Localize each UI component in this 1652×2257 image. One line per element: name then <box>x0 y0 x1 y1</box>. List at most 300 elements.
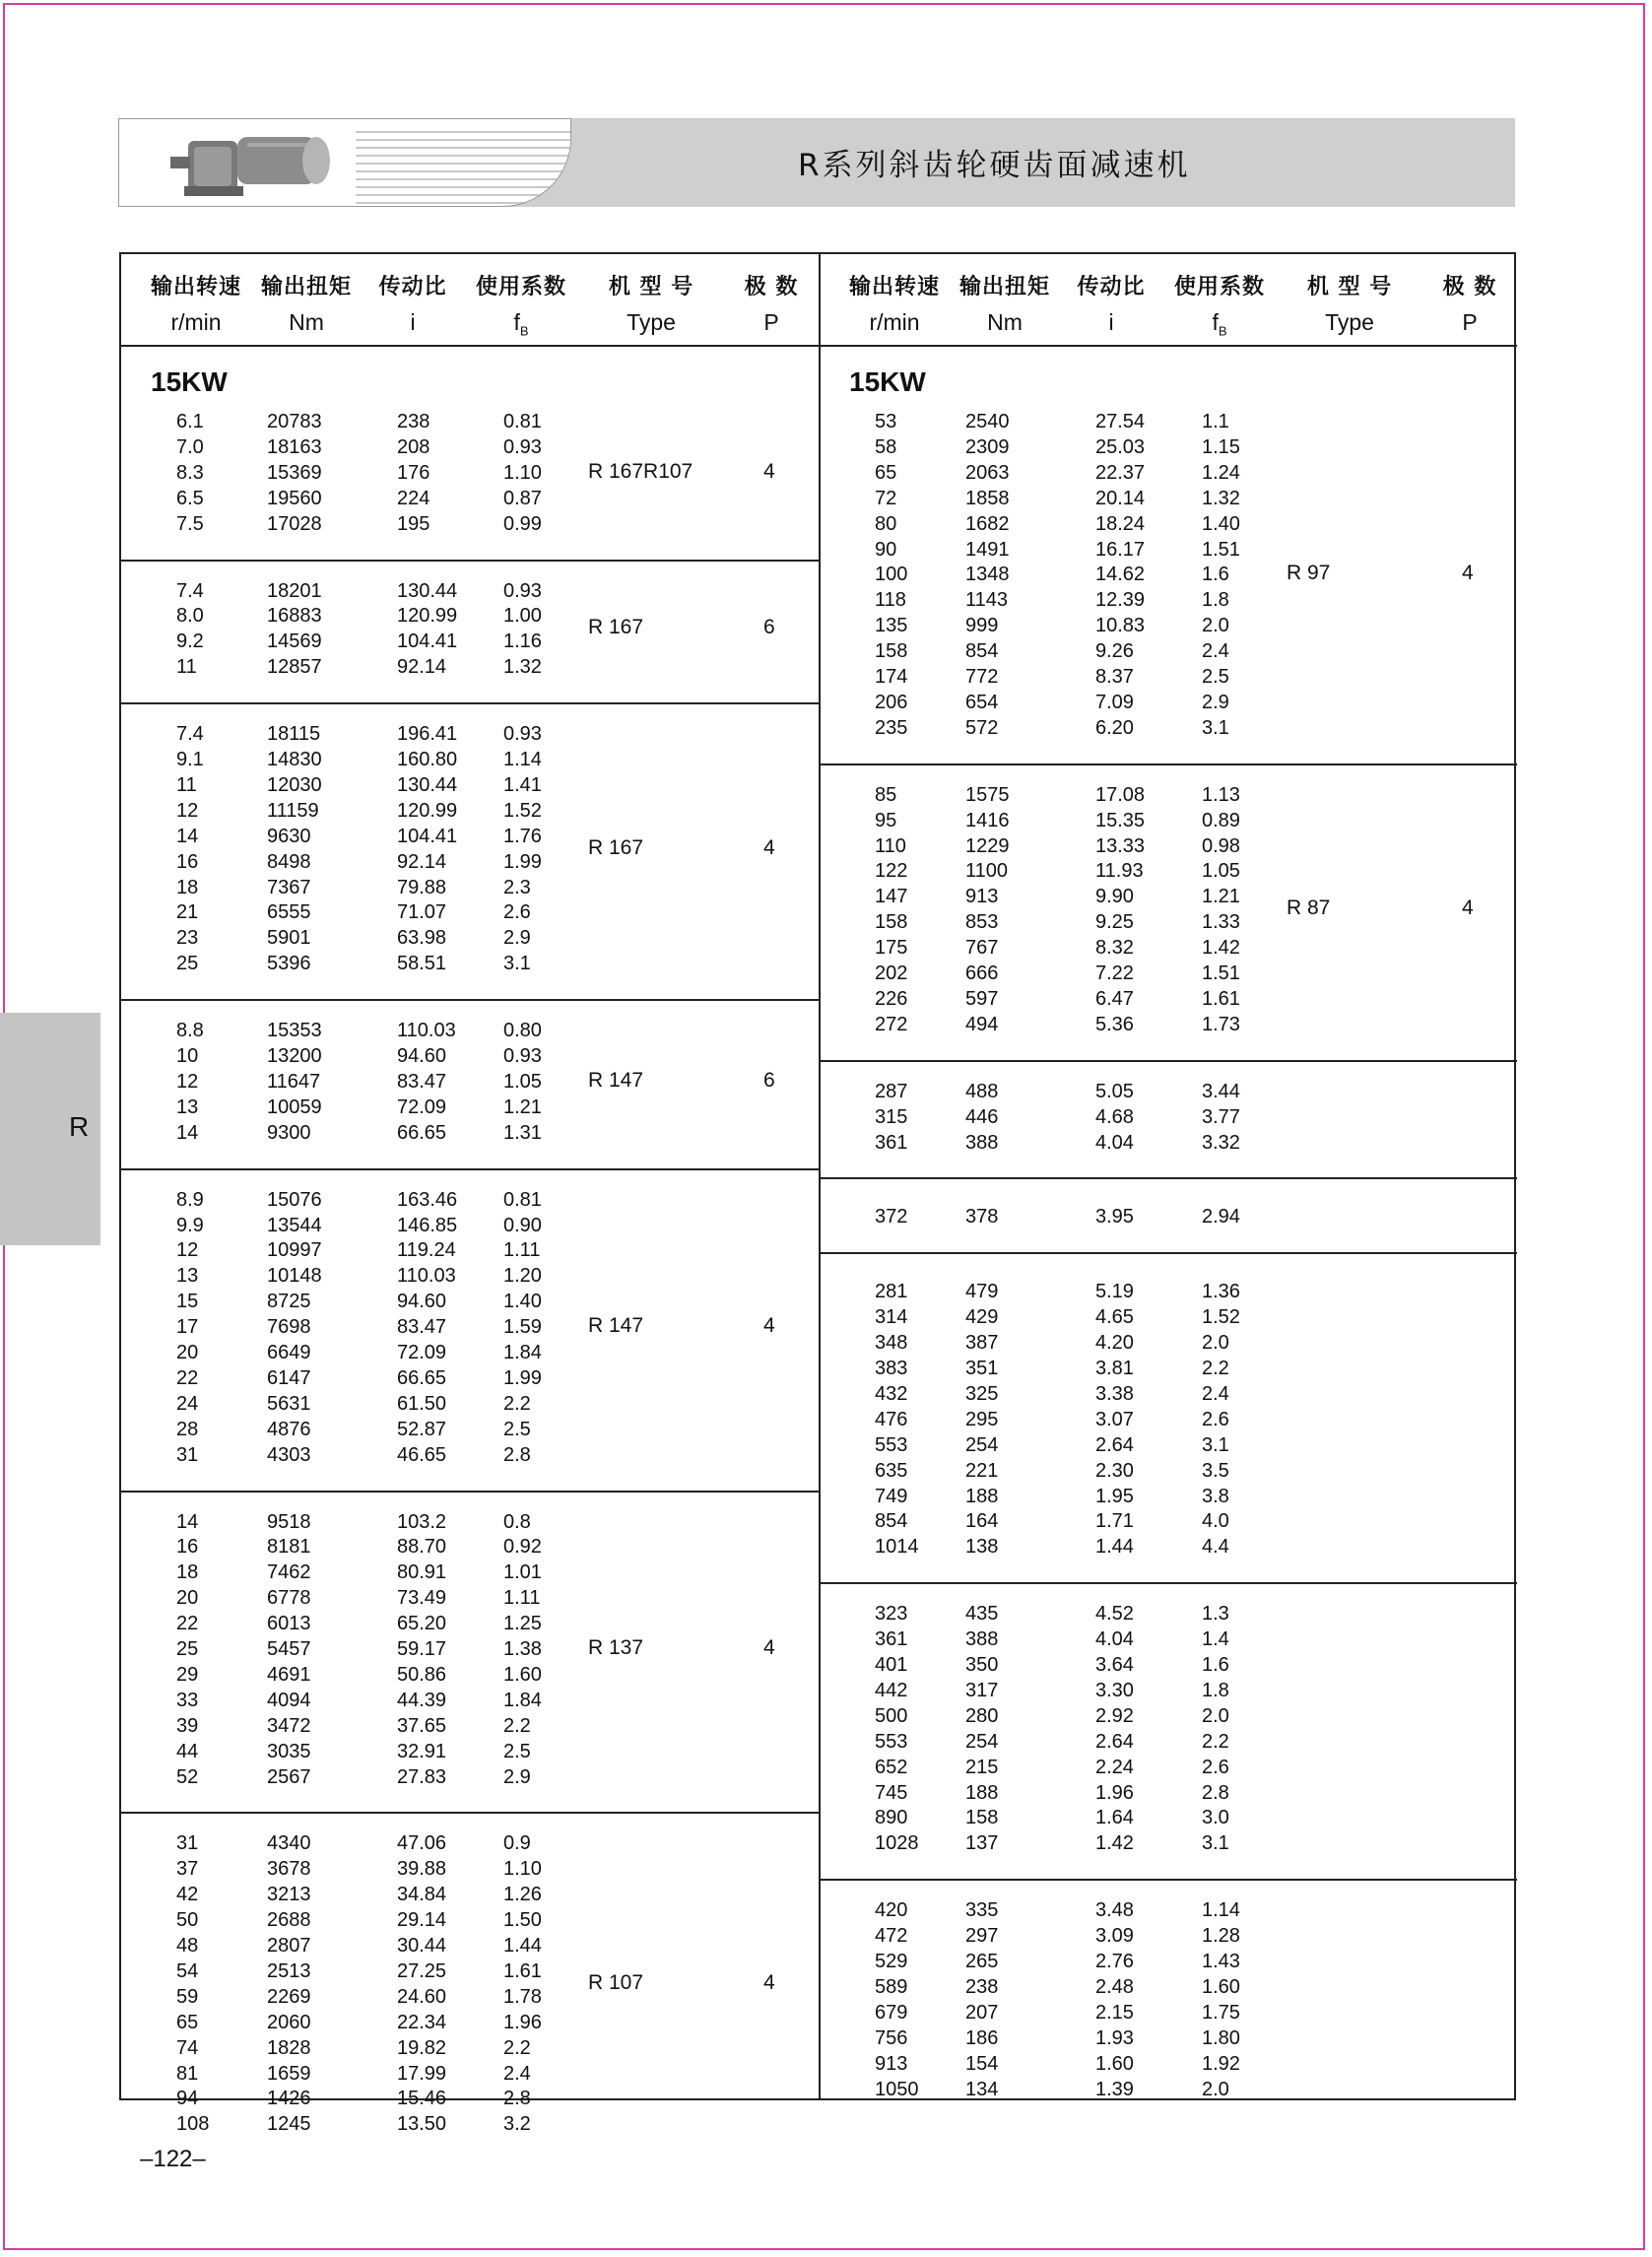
cell-ratio: 4.20 <box>1095 1332 1134 1355</box>
cell-speed: 8.8 <box>176 1020 204 1042</box>
cell-ratio: 18.24 <box>1095 512 1146 535</box>
cell-ratio: 15.35 <box>1095 809 1146 831</box>
cell-speed: 500 <box>875 1704 908 1727</box>
cell-factor: 0.81 <box>503 411 542 432</box>
cell-factor: 2.9 <box>1202 691 1229 713</box>
cell-torque: 188 <box>965 1781 999 1804</box>
group-divider <box>820 1252 1517 1254</box>
cell-torque: 265 <box>965 1951 999 1972</box>
cell-torque: 1858 <box>965 487 1010 509</box>
cell-speed: 8.9 <box>176 1188 204 1211</box>
cell-speed: 42 <box>176 1884 199 1906</box>
cell-ratio: 1.60 <box>1095 2052 1134 2075</box>
pole-count: 4 <box>763 1636 775 1659</box>
cell-speed: 18 <box>176 876 199 898</box>
power-label: 15KW <box>849 366 926 397</box>
cell-speed: 226 <box>875 987 908 1010</box>
pole-count: 4 <box>763 459 775 483</box>
cell-torque: 18163 <box>267 435 322 458</box>
cell-factor: 3.1 <box>1202 1832 1229 1855</box>
cell-factor: 1.43 <box>1202 1951 1240 1972</box>
cell-factor: 0.93 <box>503 723 542 746</box>
cell-factor: 2.9 <box>503 927 531 950</box>
column-header <box>121 254 819 347</box>
cell-speed: 589 <box>875 1975 908 1998</box>
cell-speed: 37 <box>176 1858 199 1881</box>
cell-torque: 335 <box>965 1899 999 1922</box>
cell-ratio: 130.44 <box>397 773 458 796</box>
cell-factor: 2.6 <box>1202 1756 1229 1778</box>
cell-factor: 1.24 <box>1202 461 1240 484</box>
cell-ratio: 103.2 <box>397 1510 447 1533</box>
cell-factor: 2.3 <box>503 876 531 898</box>
cell-speed: 74 <box>176 2036 199 2059</box>
cell-speed: 1014 <box>875 1536 919 1559</box>
cell-torque: 767 <box>965 937 999 960</box>
cell-factor: 0.89 <box>1202 809 1240 831</box>
cell-factor: 1.38 <box>503 1638 542 1660</box>
cell-torque: 254 <box>965 1433 999 1456</box>
cell-factor: 1.4 <box>1202 1628 1229 1651</box>
cell-factor: 0.98 <box>1202 834 1240 857</box>
cell-factor: 2.0 <box>1202 2078 1229 2100</box>
cell-ratio: 1.44 <box>1095 1536 1134 1559</box>
cell-factor: 1.32 <box>503 656 542 679</box>
cell-speed: 108 <box>176 2113 210 2136</box>
cell-speed: 348 <box>875 1332 908 1355</box>
cell-factor: 2.4 <box>503 2062 531 2085</box>
column-header-en-text: P <box>763 309 779 335</box>
cell-speed: 33 <box>176 1689 199 1711</box>
model-type: R 147 <box>588 1068 644 1092</box>
cell-factor: 3.8 <box>1202 1485 1229 1507</box>
cell-factor: 1.6 <box>1202 1654 1229 1676</box>
cell-speed: 7.5 <box>176 512 204 535</box>
cell-ratio: 22.37 <box>1095 461 1146 484</box>
cell-ratio: 120.99 <box>397 799 458 822</box>
cell-torque: 388 <box>965 1131 999 1154</box>
cell-ratio: 13.33 <box>1095 834 1146 857</box>
cell-ratio: 66.65 <box>397 1121 447 1144</box>
cell-factor: 0.80 <box>503 1020 542 1042</box>
cell-factor: 1.52 <box>1202 1306 1240 1329</box>
cell-ratio: 110.03 <box>397 1020 456 1042</box>
cell-ratio: 1.93 <box>1095 2026 1134 2049</box>
cell-speed: 553 <box>875 1730 908 1753</box>
cell-factor: 1.05 <box>503 1070 542 1093</box>
cell-torque: 16883 <box>267 605 322 628</box>
cell-ratio: 160.80 <box>397 749 458 770</box>
cell-ratio: 79.88 <box>397 876 447 898</box>
cell-factor: 1.26 <box>503 1884 542 1906</box>
cell-factor: 3.44 <box>1202 1080 1240 1102</box>
cell-factor: 1.21 <box>503 1095 542 1118</box>
cell-torque: 6649 <box>267 1342 311 1363</box>
cell-torque: 295 <box>965 1408 999 1430</box>
cell-torque: 446 <box>965 1105 999 1128</box>
column-header-en <box>712 309 830 336</box>
cell-ratio: 71.07 <box>397 901 447 924</box>
cell-torque: 5457 <box>267 1638 311 1660</box>
cell-speed: 749 <box>875 1485 908 1507</box>
cell-torque: 164 <box>965 1510 999 1533</box>
cell-factor: 1.15 <box>1202 435 1240 458</box>
cell-speed: 9.9 <box>176 1214 204 1236</box>
cell-torque: 317 <box>965 1679 999 1701</box>
cell-factor: 1.21 <box>1202 886 1240 908</box>
group-divider <box>820 763 1517 765</box>
header-stripes <box>356 125 571 204</box>
cell-torque: 2060 <box>267 2011 311 2033</box>
cell-factor: 1.3 <box>1202 1603 1229 1626</box>
cell-torque: 10997 <box>267 1239 322 1262</box>
column-header-en <box>1160 309 1279 339</box>
cell-speed: 323 <box>875 1603 908 1626</box>
cell-factor: 1.10 <box>503 461 542 484</box>
cell-speed: 11 <box>176 656 197 679</box>
cell-ratio: 9.26 <box>1095 640 1134 663</box>
cell-torque: 18201 <box>267 579 322 602</box>
cell-torque: 4094 <box>267 1689 311 1711</box>
cell-ratio: 20.14 <box>1095 487 1146 509</box>
cell-torque: 1659 <box>267 2062 311 2085</box>
cell-factor: 0.93 <box>503 1045 542 1067</box>
cell-factor: 1.61 <box>503 1959 542 1982</box>
cell-factor: 3.2 <box>503 2113 531 2136</box>
cell-torque: 1348 <box>965 564 1010 586</box>
cell-factor: 1.11 <box>503 1239 541 1262</box>
cell-ratio: 196.41 <box>397 723 458 746</box>
cell-speed: 16 <box>176 1536 199 1559</box>
cell-ratio: 8.32 <box>1095 937 1134 960</box>
cell-speed: 553 <box>875 1433 908 1456</box>
cell-speed: 174 <box>875 666 908 688</box>
cell-ratio: 46.65 <box>397 1443 447 1466</box>
cell-speed: 81 <box>176 2062 199 2085</box>
cell-ratio: 3.30 <box>1095 1679 1134 1701</box>
cell-factor: 1.51 <box>1202 538 1240 561</box>
cell-speed: 272 <box>875 1013 908 1035</box>
cell-torque: 11159 <box>267 799 319 822</box>
cell-ratio: 9.25 <box>1095 911 1134 934</box>
cell-factor: 2.0 <box>1202 1332 1229 1355</box>
cell-torque: 154 <box>965 2052 999 2075</box>
cell-speed: 24 <box>176 1392 199 1415</box>
cell-ratio: 2.24 <box>1095 1756 1134 1778</box>
cell-torque: 18115 <box>267 723 321 746</box>
cell-torque: 388 <box>965 1628 999 1651</box>
cell-torque: 5901 <box>267 927 311 950</box>
column-header <box>820 254 1517 347</box>
cell-ratio: 83.47 <box>397 1070 447 1093</box>
column-header-en <box>946 309 1064 336</box>
cell-speed: 652 <box>875 1756 908 1778</box>
cell-speed: 52 <box>176 1765 199 1788</box>
group-divider <box>121 1812 819 1814</box>
cell-factor: 2.2 <box>1202 1730 1229 1753</box>
pole-count: 4 <box>763 835 775 859</box>
cell-ratio: 11.93 <box>1095 860 1144 883</box>
cell-ratio: 73.49 <box>397 1587 447 1610</box>
cell-torque: 1575 <box>965 783 1010 806</box>
cell-torque: 7462 <box>267 1561 311 1584</box>
cell-ratio: 19.82 <box>397 2036 447 2059</box>
cell-speed: 12 <box>176 1070 199 1093</box>
cell-ratio: 3.81 <box>1095 1358 1134 1379</box>
column-header-en-text: r/min <box>869 309 920 335</box>
cell-factor: 1.14 <box>503 749 542 770</box>
cell-factor: 0.9 <box>503 1832 531 1855</box>
cell-torque: 10148 <box>267 1265 322 1288</box>
cell-ratio: 8.37 <box>1095 666 1134 688</box>
cell-speed: 432 <box>875 1382 908 1405</box>
cell-factor: 2.4 <box>1202 640 1229 663</box>
cell-torque: 2063 <box>965 461 1010 484</box>
cell-factor: 3.1 <box>1202 1433 1229 1456</box>
cell-torque: 14830 <box>267 749 322 770</box>
cell-ratio: 12.39 <box>1095 589 1146 612</box>
cell-speed: 401 <box>875 1654 908 1676</box>
cell-torque: 3213 <box>267 1884 311 1906</box>
model-type: R 167 <box>588 616 644 639</box>
cell-ratio: 120.99 <box>397 605 458 628</box>
page-title: R系列斜齿轮硬齿面减速机 <box>798 148 1191 183</box>
cell-ratio: 39.88 <box>397 1858 447 1881</box>
cell-speed: 20 <box>176 1587 199 1610</box>
cell-factor: 1.20 <box>503 1265 542 1288</box>
cell-speed: 361 <box>875 1628 908 1651</box>
cell-factor: 1.84 <box>503 1342 542 1363</box>
cell-torque: 8725 <box>267 1291 311 1313</box>
cell-torque: 215 <box>965 1756 999 1778</box>
cell-ratio: 1.95 <box>1095 1485 1134 1507</box>
group-divider <box>820 1060 1517 1062</box>
cell-factor: 0.93 <box>503 579 542 602</box>
cell-speed: 13 <box>176 1095 199 1118</box>
cell-torque: 1828 <box>267 2036 311 2059</box>
cell-ratio: 7.09 <box>1095 691 1134 713</box>
cell-torque: 14569 <box>267 631 322 653</box>
cell-speed: 147 <box>875 886 908 908</box>
cell-ratio: 3.64 <box>1095 1654 1134 1676</box>
cell-ratio: 34.84 <box>397 1884 447 1906</box>
cell-speed: 287 <box>875 1080 908 1102</box>
model-type: R 87 <box>1287 896 1331 920</box>
model-type: R 167 <box>588 835 644 859</box>
model-type: R 147 <box>588 1314 644 1338</box>
pole-count: 4 <box>1462 896 1474 920</box>
cell-torque: 6013 <box>267 1613 311 1635</box>
column-header-en-text: Type <box>627 309 676 335</box>
cell-torque: 186 <box>965 2026 999 2049</box>
cell-factor: 1.99 <box>503 850 542 873</box>
cell-torque: 2540 <box>965 411 1010 432</box>
cell-factor: 0.93 <box>503 435 542 458</box>
cell-speed: 13 <box>176 1265 199 1288</box>
column-header-cn: 输出转速 <box>150 275 241 299</box>
column-header-en-text: i <box>1108 309 1114 335</box>
cell-factor: 2.2 <box>503 1714 531 1737</box>
column-header-en-text: f <box>513 309 520 335</box>
cell-speed: 18 <box>176 1561 199 1584</box>
cell-speed: 361 <box>875 1131 908 1154</box>
column-header-en <box>592 309 710 336</box>
cell-factor: 3.77 <box>1202 1105 1240 1128</box>
cell-torque: 1143 <box>965 589 1009 612</box>
cell-torque: 2807 <box>267 1935 311 1957</box>
cell-factor: 2.8 <box>503 2088 531 2110</box>
cell-speed: 9.2 <box>176 631 204 653</box>
column-header-en-text: P <box>1462 309 1478 335</box>
cell-speed: 14 <box>176 1510 199 1533</box>
cell-ratio: 52.87 <box>397 1418 447 1440</box>
pole-count: 6 <box>763 1068 775 1092</box>
group-divider <box>820 1177 1517 1179</box>
cell-factor: 1.60 <box>503 1663 542 1686</box>
cell-torque: 1100 <box>965 860 1009 883</box>
cell-speed: 314 <box>875 1306 908 1329</box>
cell-ratio: 208 <box>397 435 430 458</box>
cell-torque: 4876 <box>267 1418 311 1440</box>
column-header-cn: 使用系数 <box>1173 275 1265 299</box>
cell-ratio: 72.09 <box>397 1095 447 1118</box>
cell-ratio: 3.38 <box>1095 1382 1134 1405</box>
cell-torque: 3035 <box>267 1740 311 1762</box>
cell-factor: 1.80 <box>1202 2026 1240 2049</box>
cell-ratio: 37.65 <box>397 1714 447 1737</box>
cell-torque: 4691 <box>267 1663 311 1686</box>
column-header-cn: 极 数 <box>744 275 799 299</box>
cell-torque: 10059 <box>267 1095 322 1118</box>
cell-torque: 221 <box>965 1459 999 1482</box>
cell-factor: 1.00 <box>503 605 542 628</box>
cell-ratio: 65.20 <box>397 1613 447 1635</box>
cell-ratio: 92.14 <box>397 656 447 679</box>
cell-factor: 2.2 <box>503 2036 531 2059</box>
cell-factor: 3.32 <box>1202 1131 1240 1154</box>
cell-speed: 7.0 <box>176 435 204 458</box>
cell-torque: 12857 <box>267 656 322 679</box>
cell-speed: 94 <box>176 2088 199 2110</box>
cell-speed: 90 <box>875 538 897 561</box>
cell-torque: 351 <box>965 1358 999 1379</box>
cell-factor: 0.90 <box>503 1214 542 1236</box>
column-header-en <box>462 309 580 339</box>
cell-ratio: 4.65 <box>1095 1306 1134 1329</box>
model-type: R 167R107 <box>588 459 694 483</box>
cell-ratio: 104.41 <box>397 631 458 653</box>
cell-speed: 48 <box>176 1935 199 1957</box>
cell-torque: 772 <box>965 666 999 688</box>
column-header-en <box>1052 309 1170 336</box>
cell-torque: 12030 <box>267 773 322 796</box>
cell-speed: 29 <box>176 1663 199 1686</box>
cell-ratio: 3.07 <box>1095 1408 1134 1430</box>
cell-factor: 1.8 <box>1202 589 1229 612</box>
cell-torque: 15369 <box>267 461 322 484</box>
column-header-en <box>137 309 255 336</box>
cell-factor: 1.01 <box>503 1561 542 1584</box>
cell-torque: 1682 <box>965 512 1010 535</box>
cell-speed: 9.1 <box>176 749 204 770</box>
cell-torque: 9300 <box>267 1121 311 1144</box>
cell-torque: 1229 <box>965 834 1010 857</box>
cell-speed: 39 <box>176 1714 199 1737</box>
cell-torque: 654 <box>965 691 999 713</box>
cell-ratio: 63.98 <box>397 927 447 950</box>
cell-torque: 488 <box>965 1080 999 1102</box>
cell-factor: 2.0 <box>1202 1704 1229 1727</box>
group-divider <box>820 1879 1517 1881</box>
cell-factor: 2.6 <box>1202 1408 1229 1430</box>
cell-speed: 158 <box>875 640 908 663</box>
cell-speed: 529 <box>875 1951 908 1972</box>
cell-ratio: 4.04 <box>1095 1131 1134 1154</box>
cell-factor: 3.1 <box>1202 716 1229 739</box>
column-header-cn: 使用系数 <box>475 275 566 299</box>
cell-torque: 280 <box>965 1704 999 1727</box>
column-header-sub: B <box>519 323 529 339</box>
cell-ratio: 3.09 <box>1095 1925 1134 1948</box>
cell-factor: 1.59 <box>503 1316 542 1339</box>
cell-torque: 3678 <box>267 1858 311 1881</box>
cell-speed: 315 <box>875 1105 908 1128</box>
cell-torque: 15353 <box>267 1020 322 1042</box>
cell-speed: 890 <box>875 1807 908 1829</box>
cell-speed: 14 <box>176 825 199 847</box>
pole-count: 4 <box>1462 562 1474 585</box>
section-tab-label: R <box>69 1111 90 1142</box>
column-header-en-text: Nm <box>289 309 324 335</box>
cell-ratio: 1.96 <box>1095 1781 1134 1804</box>
cell-speed: 442 <box>875 1679 908 1701</box>
cell-torque: 8498 <box>267 850 311 873</box>
cell-torque: 297 <box>965 1925 999 1948</box>
cell-ratio: 94.60 <box>397 1291 447 1313</box>
cell-factor: 0.8 <box>503 1510 531 1533</box>
cell-speed: 58 <box>875 435 897 458</box>
cell-speed: 6.1 <box>176 411 204 432</box>
cell-speed: 85 <box>875 783 897 806</box>
cell-torque: 134 <box>965 2078 999 2100</box>
cell-torque: 597 <box>965 987 999 1010</box>
cell-ratio: 2.64 <box>1095 1730 1134 1753</box>
cell-torque: 2269 <box>267 1985 311 2008</box>
cell-torque: 207 <box>965 2001 999 2024</box>
cell-factor: 1.51 <box>1202 963 1240 984</box>
cell-speed: 16 <box>176 850 199 873</box>
cell-ratio: 130.44 <box>397 579 458 602</box>
page-number: –122– <box>140 2146 206 2172</box>
cell-torque: 1491 <box>965 538 1010 561</box>
cell-factor: 1.96 <box>503 2011 542 2033</box>
column-header-en-text: f <box>1212 309 1219 335</box>
group-divider <box>820 1582 1517 1584</box>
cell-factor: 1.36 <box>1202 1281 1240 1303</box>
cell-torque: 13544 <box>267 1214 322 1236</box>
cell-factor: 2.8 <box>503 1443 531 1466</box>
cell-torque: 3472 <box>267 1714 311 1737</box>
cell-ratio: 30.44 <box>397 1935 447 1957</box>
cell-ratio: 9.90 <box>1095 886 1134 908</box>
header-image-panel <box>118 118 571 207</box>
cell-speed: 420 <box>875 1899 908 1922</box>
cell-speed: 6.5 <box>176 487 204 509</box>
cell-torque: 17028 <box>267 512 322 535</box>
cell-ratio: 17.08 <box>1095 783 1146 806</box>
cell-speed: 383 <box>875 1358 908 1379</box>
cell-ratio: 224 <box>397 487 430 509</box>
